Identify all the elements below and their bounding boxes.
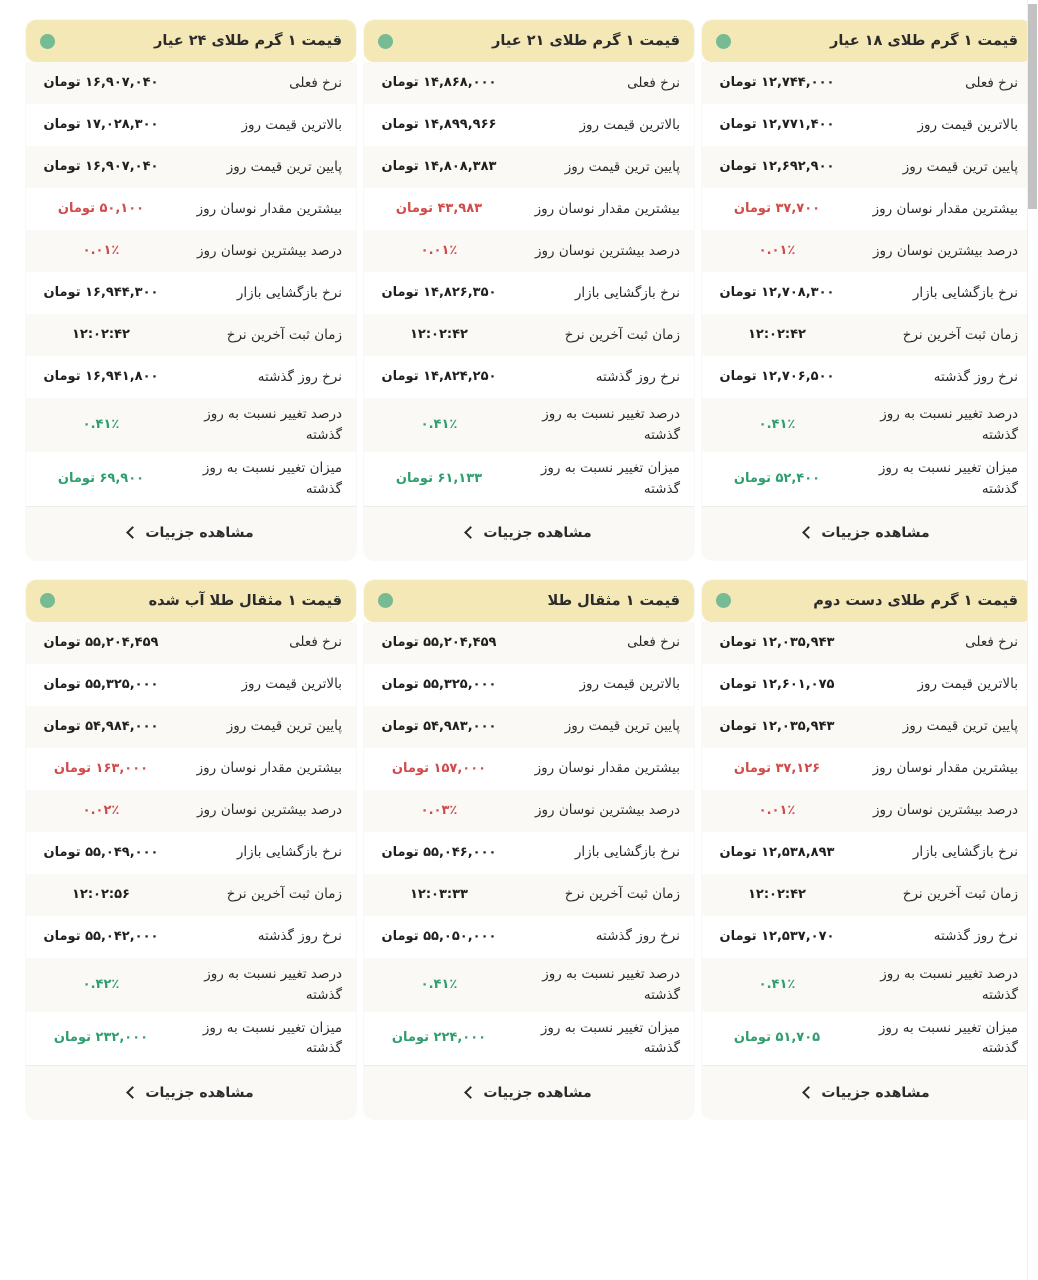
price-card [702, 20, 1032, 560]
price-card-body [364, 62, 694, 506]
price-row-value: ۱۶,۹۴۱,۸۰۰ تومان [43, 368, 159, 384]
price-row-label: نرخ فعلی [965, 634, 1018, 651]
view-details-button[interactable] [466, 525, 591, 541]
price-row-label: پایین ترین قیمت روز [564, 718, 680, 735]
price-row-label: بیشترین مقدار نوسان روز [196, 760, 342, 777]
price-row [364, 230, 694, 272]
price-row [26, 622, 356, 664]
price-card-body [702, 62, 1032, 506]
price-row-value: ۰.۰۱٪ [82, 242, 120, 258]
price-row-value: ۰.۴۱٪ [758, 976, 796, 992]
price-row-label: زمان ثبت آخرین نرخ [564, 886, 680, 903]
price-row [702, 1012, 1032, 1066]
price-card-footer [702, 1065, 1032, 1119]
chevron-left-icon [127, 1086, 140, 1099]
price-row-label: درصد تغییر نسبت به روز گذشته [204, 406, 342, 443]
price-row [364, 874, 694, 916]
price-row-value: ۰.۴۲٪ [82, 976, 120, 992]
price-row-label: نرخ بازگشایی بازار [574, 284, 680, 301]
price-row-value: ۳۷,۷۰۰ تومان [733, 200, 821, 216]
price-row [364, 832, 694, 874]
online-status-dot-icon [378, 593, 393, 608]
price-card-body [364, 622, 694, 1066]
price-row-label: نرخ بازگشایی بازار [236, 284, 342, 301]
price-row-value: ۵۲,۴۰۰ تومان [733, 470, 821, 486]
price-card-title: قیمت ۱ گرم طلای ۱۸ عیار [830, 33, 1018, 49]
price-card [26, 580, 356, 1120]
price-row-value: ۱۲,۵۳۸,۸۹۳ تومان [719, 844, 835, 860]
price-row-value: ۱۷,۰۲۸,۳۰۰ تومان [43, 116, 159, 132]
price-row [702, 832, 1032, 874]
price-row [364, 706, 694, 748]
price-row [702, 62, 1032, 104]
price-row-value: ۵۵,۰۴۲,۰۰۰ تومان [43, 928, 159, 944]
price-card-header [26, 20, 356, 62]
price-row [702, 622, 1032, 664]
price-row-value: ۰.۴۱٪ [82, 416, 120, 432]
page-scrollbar[interactable] [1027, 0, 1038, 1280]
price-row [364, 272, 694, 314]
price-row-label: بیشترین مقدار نوسان روز [534, 760, 680, 777]
price-row-value: ۰.۰۱٪ [420, 242, 458, 258]
price-row-value: ۱۲:۰۲:۵۶ [71, 886, 130, 902]
price-row-label: پایین ترین قیمت روز [902, 158, 1018, 175]
price-row-label: درصد بیشترین نوسان روز [872, 802, 1018, 819]
price-row [26, 356, 356, 398]
price-row-value: ۱۴,۸۹۹,۹۶۶ تومان [381, 116, 497, 132]
price-row-label: میزان تغییر نسبت به روز گذشته [878, 459, 1018, 497]
price-row-label: زمان ثبت آخرین نرخ [564, 326, 680, 343]
price-row-value: ۲۳۲,۰۰۰ تومان [53, 1030, 149, 1046]
price-row-label: بالاترین قیمت روز [241, 676, 342, 693]
price-row-value: ۰.۰۳٪ [420, 802, 458, 818]
price-row [702, 916, 1032, 958]
price-row [364, 104, 694, 146]
price-row-value: ۱۴,۸۲۴,۲۵۰ تومان [381, 368, 497, 384]
price-row-value: ۱۲:۰۲:۴۲ [747, 326, 806, 342]
online-status-dot-icon [378, 34, 393, 49]
price-row-label: پایین ترین قیمت روز [902, 718, 1018, 735]
price-row [364, 790, 694, 832]
price-row-label: میزان تغییر نسبت به روز گذشته [540, 1019, 680, 1057]
price-row [364, 664, 694, 706]
price-row [364, 452, 694, 506]
price-row-label: نرخ بازگشایی بازار [236, 844, 342, 861]
price-row [26, 664, 356, 706]
price-row-value: ۲۲۴,۰۰۰ تومان [391, 1030, 487, 1046]
price-row [702, 452, 1032, 506]
price-row-label: پایین ترین قیمت روز [564, 158, 680, 175]
price-card-body [702, 622, 1032, 1066]
price-row-label: نرخ بازگشایی بازار [912, 284, 1018, 301]
price-row [364, 958, 694, 1012]
price-row [26, 314, 356, 356]
price-row-value: ۰.۰۱٪ [758, 802, 796, 818]
price-row-value: ۱۲,۶۹۲,۹۰۰ تومان [719, 158, 835, 174]
online-status-dot-icon [40, 34, 55, 49]
price-row-label: نرخ فعلی [289, 74, 342, 91]
price-row [26, 272, 356, 314]
price-row-value: ۵۵,۰۴۹,۰۰۰ تومان [43, 844, 159, 860]
price-row-label: نرخ فعلی [627, 74, 680, 91]
view-details-button[interactable] [804, 525, 929, 541]
view-details-label: مشاهده جزییات [821, 1084, 930, 1101]
price-row [26, 146, 356, 188]
price-row-value: ۱۲,۷۷۱,۴۰۰ تومان [719, 116, 835, 132]
price-row [364, 1012, 694, 1066]
price-row-value: ۱۲:۰۲:۴۲ [409, 326, 468, 342]
price-row-label: بیشترین مقدار نوسان روز [534, 200, 680, 217]
price-row [364, 188, 694, 230]
price-row-label: درصد بیشترین نوسان روز [534, 242, 680, 259]
view-details-label: مشاهده جزییات [145, 1084, 254, 1101]
price-row-label: میزان تغییر نسبت به روز گذشته [202, 459, 342, 497]
view-details-label: مشاهده جزییات [483, 525, 592, 542]
price-row [26, 230, 356, 272]
price-row-label: نرخ روز گذشته [257, 928, 342, 945]
price-row-value: ۴۳,۹۸۳ تومان [395, 200, 483, 216]
price-row-label: زمان ثبت آخرین نرخ [902, 886, 1018, 903]
price-card-header [702, 20, 1032, 62]
online-status-dot-icon [40, 593, 55, 608]
price-row-label: نرخ فعلی [965, 74, 1018, 91]
price-row-label: نرخ روز گذشته [933, 928, 1018, 945]
online-status-dot-icon [716, 593, 731, 608]
price-row-label: نرخ روز گذشته [595, 928, 680, 945]
view-details-label: مشاهده جزییات [821, 525, 930, 542]
price-row-value: ۵۰,۱۰۰ تومان [57, 200, 145, 216]
price-row-value: ۱۲:۰۲:۴۲ [71, 326, 130, 342]
price-row-value: ۵۵,۲۰۴,۴۵۹ تومان [43, 634, 159, 650]
view-details-button[interactable] [804, 1085, 929, 1101]
price-row-label: درصد بیشترین نوسان روز [196, 242, 342, 259]
price-row-value: ۰.۴۱٪ [758, 416, 796, 432]
price-row [702, 188, 1032, 230]
price-cards-grid [12, 0, 1038, 1119]
price-row-label: بالاترین قیمت روز [917, 116, 1018, 133]
price-row-label: زمان ثبت آخرین نرخ [226, 326, 342, 343]
chevron-left-icon [803, 526, 816, 539]
price-row [26, 706, 356, 748]
price-row-value: ۵۴,۹۸۳,۰۰۰ تومان [381, 718, 497, 734]
price-row [26, 188, 356, 230]
price-row [364, 398, 694, 452]
price-row [26, 1012, 356, 1066]
price-row [26, 452, 356, 506]
price-row-value: ۱۴,۸۶۸,۰۰۰ تومان [381, 74, 497, 90]
price-row-value: ۶۹,۹۰۰ تومان [57, 470, 145, 486]
price-row-value: ۱۲:۰۳:۳۳ [409, 886, 468, 902]
price-row-label: درصد تغییر نسبت به روز گذشته [204, 965, 342, 1003]
price-row-value: ۱۲,۶۰۱,۰۷۵ تومان [719, 676, 835, 692]
price-row-value: ۱۶,۹۰۷,۰۴۰ تومان [43, 158, 159, 174]
chevron-left-icon [465, 526, 478, 539]
price-row [702, 748, 1032, 790]
price-row-value: ۱۲,۰۳۵,۹۴۳ تومان [719, 634, 835, 650]
price-row [702, 230, 1032, 272]
price-row [364, 146, 694, 188]
price-row-label: بالاترین قیمت روز [579, 116, 680, 133]
price-row [364, 916, 694, 958]
price-row-value: ۱۶,۹۴۴,۳۰۰ تومان [43, 284, 159, 300]
price-row-label: بیشترین مقدار نوسان روز [872, 200, 1018, 217]
price-row [702, 314, 1032, 356]
price-row-label: زمان ثبت آخرین نرخ [226, 886, 342, 903]
price-card-title: قیمت ۱ گرم طلای ۲۴ عیار [154, 33, 342, 49]
price-row-label: نرخ فعلی [627, 634, 680, 651]
price-row [702, 664, 1032, 706]
price-row-label: درصد تغییر نسبت به روز گذشته [542, 406, 680, 443]
price-row [26, 62, 356, 104]
price-row [26, 874, 356, 916]
price-row-label: زمان ثبت آخرین نرخ [902, 326, 1018, 343]
chevron-left-icon [127, 526, 140, 539]
price-row [364, 748, 694, 790]
price-card-footer [26, 1065, 356, 1119]
price-row-label: درصد بیشترین نوسان روز [196, 802, 342, 819]
price-row [702, 958, 1032, 1012]
price-row-value: ۱۲,۷۴۴,۰۰۰ تومان [719, 74, 835, 90]
price-card-footer [364, 506, 694, 560]
price-row-label: میزان تغییر نسبت به روز گذشته [540, 459, 680, 497]
price-row-label: نرخ فعلی [289, 634, 342, 651]
online-status-dot-icon [716, 34, 731, 49]
price-row-label: درصد بیشترین نوسان روز [534, 802, 680, 819]
price-row-value: ۱۲,۰۳۵,۹۴۳ تومان [719, 718, 835, 734]
price-row [26, 790, 356, 832]
price-row-label: میزان تغییر نسبت به روز گذشته [878, 1019, 1018, 1057]
view-details-button[interactable] [128, 525, 253, 541]
price-row-value: ۱۲,۵۳۷,۰۷۰ تومان [719, 928, 835, 944]
view-details-label: مشاهده جزییات [483, 1084, 592, 1101]
price-row [26, 748, 356, 790]
price-row-value: ۱۶,۹۰۷,۰۴۰ تومان [43, 74, 159, 90]
price-row-value: ۵۵,۲۰۴,۴۵۹ تومان [381, 634, 497, 650]
price-row-value: ۱۲,۷۰۶,۵۰۰ تومان [719, 368, 835, 384]
view-details-button[interactable] [466, 1085, 591, 1101]
price-card-footer [702, 506, 1032, 560]
price-row-value: ۰.۴۱٪ [420, 416, 458, 432]
price-row-label: بالاترین قیمت روز [917, 676, 1018, 693]
price-row-label: نرخ روز گذشته [933, 368, 1018, 385]
price-card-footer [364, 1065, 694, 1119]
price-row [702, 146, 1032, 188]
price-row [702, 790, 1032, 832]
price-row [26, 958, 356, 1012]
price-card-body [26, 62, 356, 506]
chevron-left-icon [803, 1086, 816, 1099]
price-card [702, 580, 1032, 1120]
price-row [364, 314, 694, 356]
price-row-label: پایین ترین قیمت روز [226, 718, 342, 735]
price-row [702, 706, 1032, 748]
price-row-label: بالاترین قیمت روز [241, 116, 342, 133]
price-row-label: درصد تغییر نسبت به روز گذشته [880, 406, 1018, 443]
price-card [364, 580, 694, 1120]
price-row-value: ۵۵,۳۲۵,۰۰۰ تومان [381, 676, 497, 692]
price-row-value: ۵۵,۰۴۶,۰۰۰ تومان [381, 844, 497, 860]
price-card-header [364, 580, 694, 622]
price-card-title: قیمت ۱ گرم طلای ۲۱ عیار [492, 33, 680, 49]
price-row [702, 356, 1032, 398]
price-row [26, 916, 356, 958]
price-row-value: ۱۶۳,۰۰۰ تومان [53, 760, 149, 776]
price-row-value: ۰.۴۱٪ [420, 976, 458, 992]
price-row [364, 356, 694, 398]
price-card [364, 20, 694, 560]
price-row-value: ۵۵,۰۵۰,۰۰۰ تومان [381, 928, 497, 944]
price-row-value: ۱۵۷,۰۰۰ تومان [391, 760, 487, 776]
price-card-title: قیمت ۱ مثقال طلا [547, 592, 680, 609]
price-row-label: میزان تغییر نسبت به روز گذشته [202, 1019, 342, 1057]
price-row [702, 272, 1032, 314]
price-card-body [26, 622, 356, 1066]
price-row-value: ۱۴,۸۲۶,۳۵۰ تومان [381, 284, 497, 300]
price-row-value: ۵۱,۷۰۵ تومان [733, 1030, 821, 1046]
price-row-label: بالاترین قیمت روز [579, 676, 680, 693]
price-row [364, 622, 694, 664]
scrollbar-thumb[interactable] [1028, 4, 1037, 209]
price-row [364, 62, 694, 104]
price-card-header [364, 20, 694, 62]
price-row [26, 832, 356, 874]
price-row-value: ۵۴,۹۸۴,۰۰۰ تومان [43, 718, 159, 734]
price-row-value: ۵۵,۳۲۵,۰۰۰ تومان [43, 676, 159, 692]
price-row-label: نرخ روز گذشته [595, 368, 680, 385]
price-card-title: قیمت ۱ مثقال طلا آب شده [148, 592, 342, 609]
price-row-label: درصد تغییر نسبت به روز گذشته [542, 965, 680, 1003]
view-details-label: مشاهده جزییات [145, 525, 254, 542]
price-row-label: درصد تغییر نسبت به روز گذشته [880, 965, 1018, 1003]
chevron-left-icon [465, 1086, 478, 1099]
price-row-value: ۱۲,۷۰۸,۳۰۰ تومان [719, 284, 835, 300]
price-row [26, 104, 356, 146]
price-row-label: نرخ بازگشایی بازار [574, 844, 680, 861]
price-row [26, 398, 356, 452]
price-card-header [26, 580, 356, 622]
price-row [702, 398, 1032, 452]
price-card-header [702, 580, 1032, 622]
price-card-title: قیمت ۱ گرم طلای دست دوم [813, 592, 1018, 609]
price-row-label: بیشترین مقدار نوسان روز [196, 200, 342, 217]
price-row-value: ۱۲:۰۲:۴۲ [747, 886, 806, 902]
price-card [26, 20, 356, 560]
price-row-value: ۰.۰۲٪ [82, 802, 120, 818]
price-row-value: ۱۴,۸۰۸,۳۸۳ تومان [381, 158, 497, 174]
price-row-label: درصد بیشترین نوسان روز [872, 242, 1018, 259]
price-row-value: ۳۷,۱۲۶ تومان [733, 760, 821, 776]
price-row [702, 874, 1032, 916]
price-card-footer [26, 506, 356, 560]
price-row [702, 104, 1032, 146]
view-details-button[interactable] [128, 1085, 253, 1101]
price-row-label: بیشترین مقدار نوسان روز [872, 760, 1018, 777]
price-row-label: نرخ روز گذشته [257, 368, 342, 385]
price-row-value: ۶۱,۱۳۳ تومان [395, 470, 483, 486]
price-row-value: ۰.۰۱٪ [758, 242, 796, 258]
price-row-label: پایین ترین قیمت روز [226, 158, 342, 175]
price-row-label: نرخ بازگشایی بازار [912, 844, 1018, 861]
